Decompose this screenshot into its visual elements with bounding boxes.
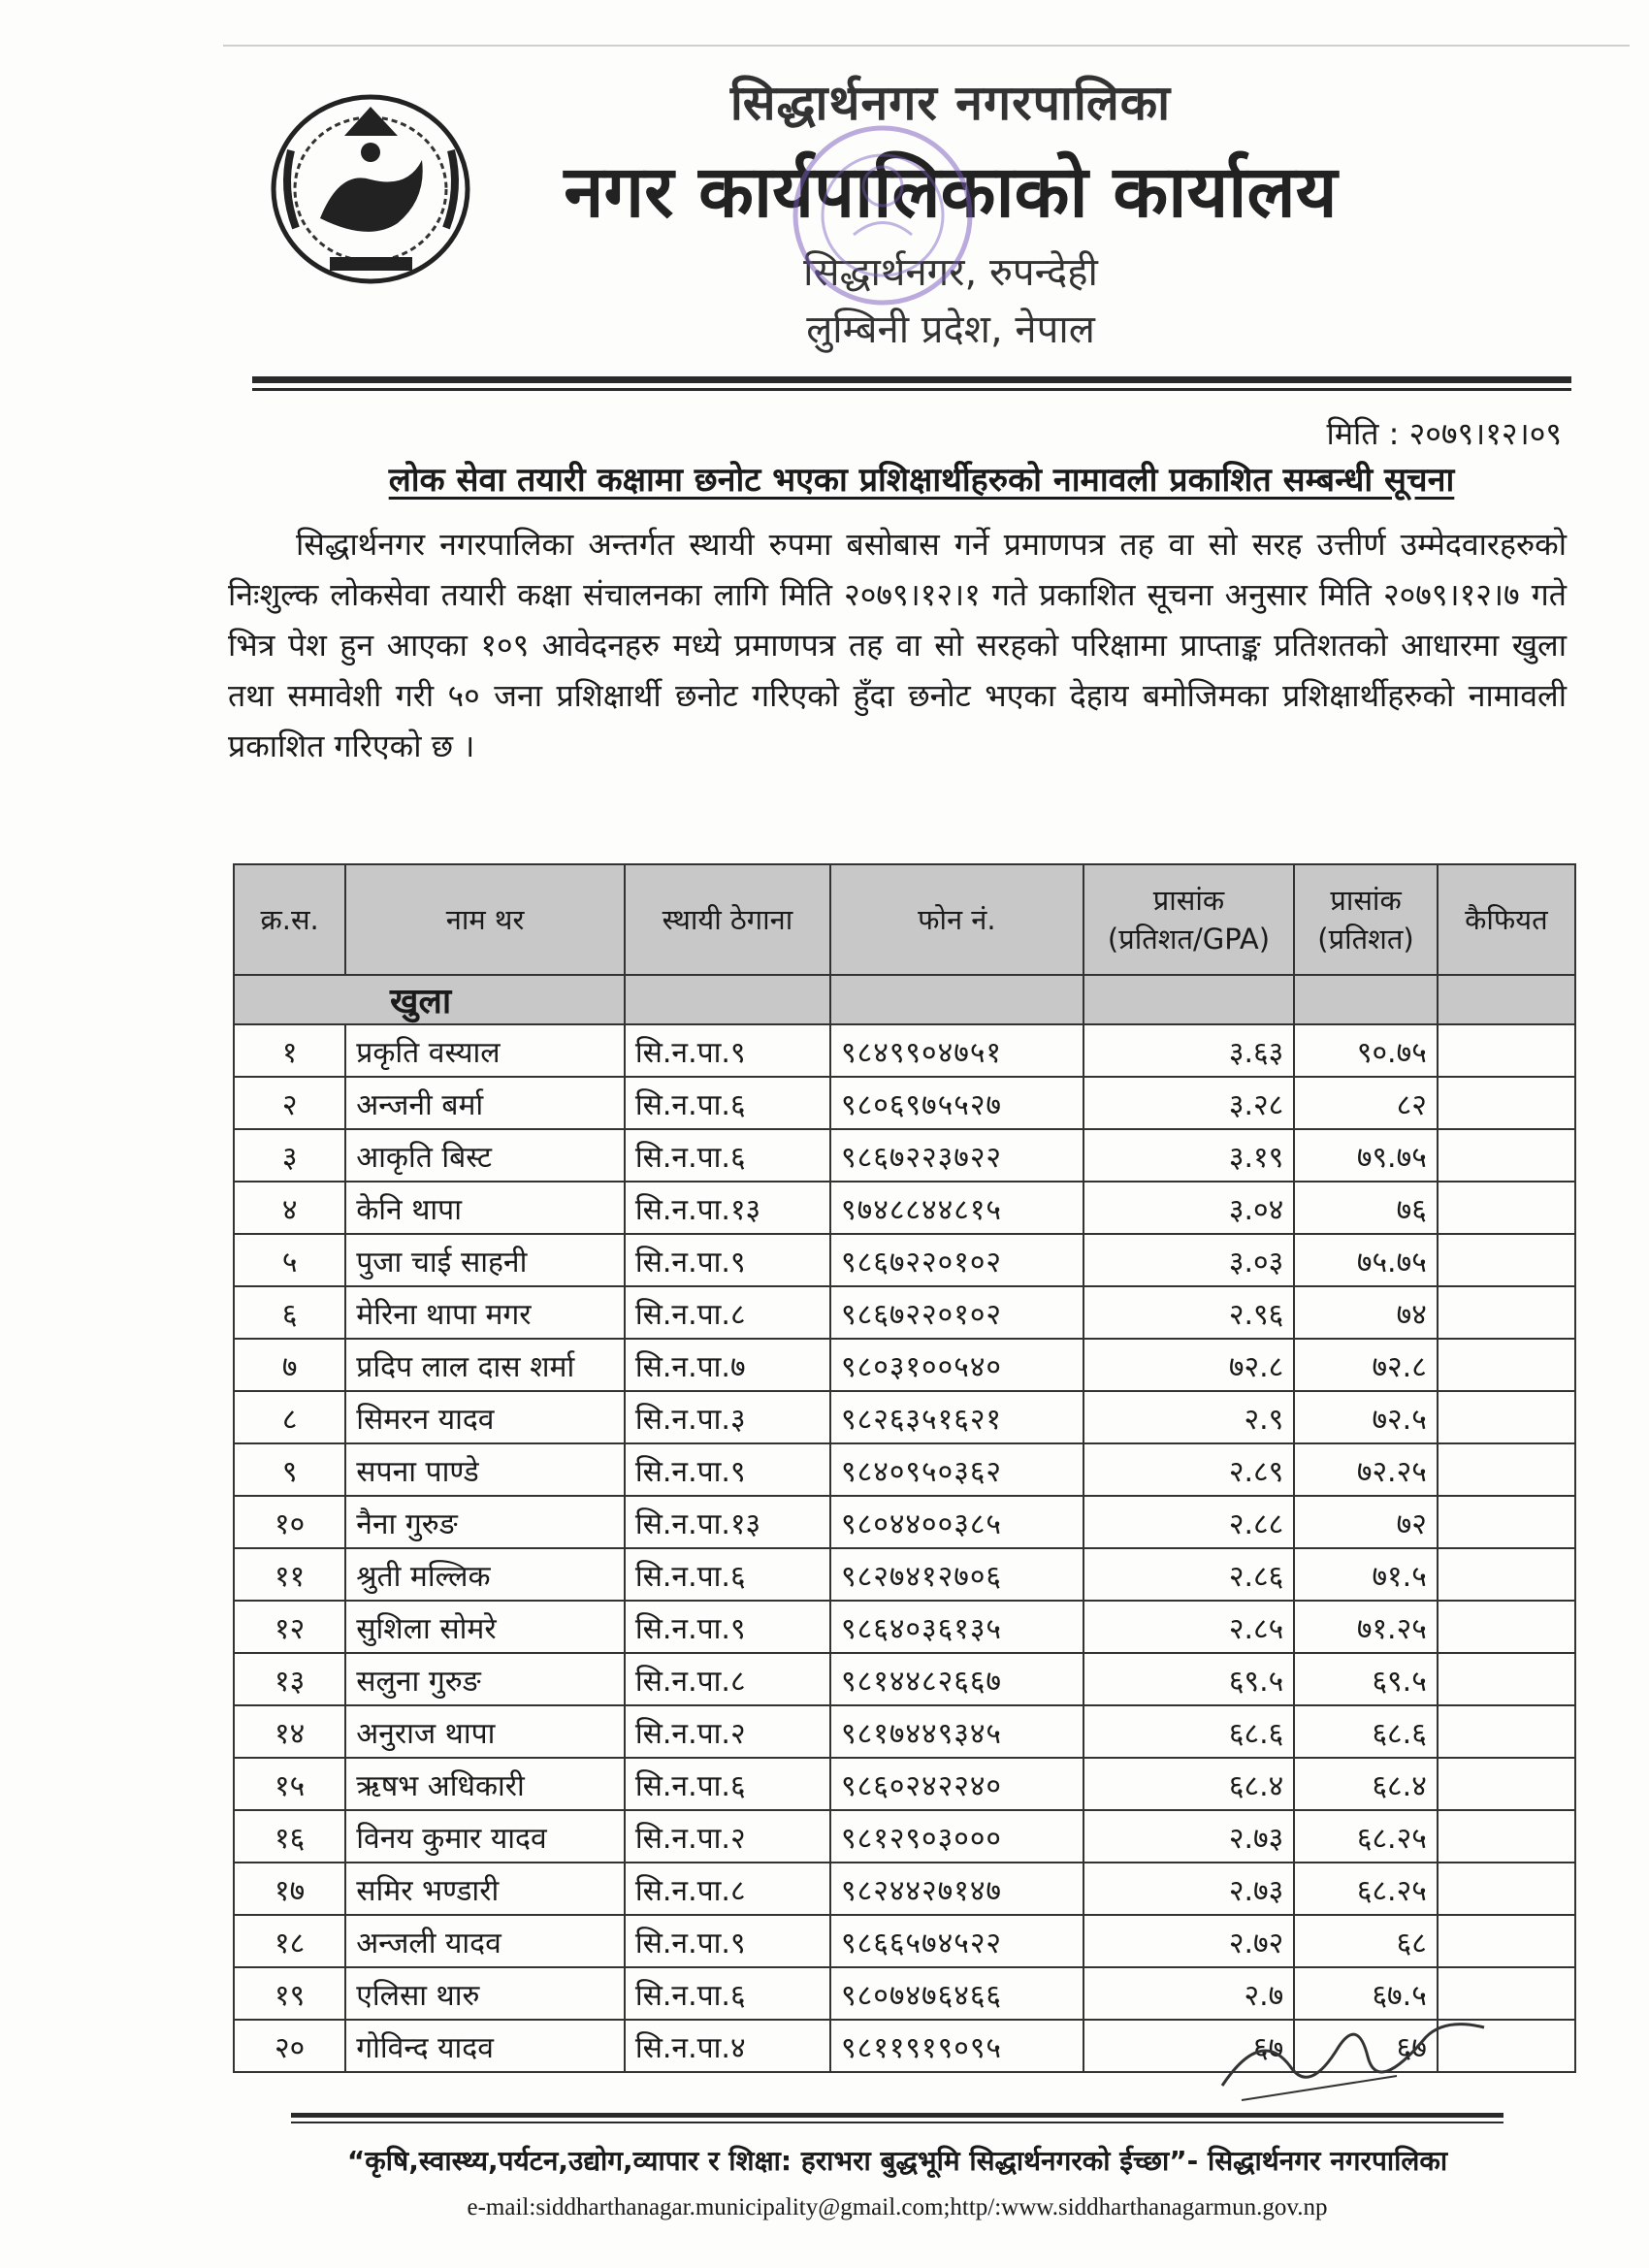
cell-pct: ८२ (1294, 1077, 1438, 1129)
cell-phone: ९८१७४४९३४५ (830, 1705, 1083, 1758)
col-header-address: स्थायी ठेगाना (625, 864, 830, 975)
cell-phone: ९८२७४१२७०६ (830, 1548, 1083, 1601)
cell-address: सि.न.पा.९ (625, 1024, 830, 1077)
cell-name: श्रुती मल्लिक (345, 1548, 625, 1601)
cell-address: सि.न.पा.९ (625, 1915, 830, 1967)
office-name: नगर कार्यपालिकाको कार्यालय (564, 150, 1338, 234)
cell-sn: १९ (234, 1967, 345, 2020)
cell-address: सि.न.पा.४ (625, 2020, 830, 2072)
top-rule (223, 45, 1630, 47)
cell-gpa: २.८८ (1083, 1496, 1295, 1548)
cell-address: सि.न.पा.७ (625, 1339, 830, 1391)
cell-sn: ११ (234, 1548, 345, 1601)
cell-gpa: ३.१९ (1083, 1129, 1295, 1182)
cell-gpa: २.८५ (1083, 1601, 1295, 1653)
cell-gpa: २.७ (1083, 1967, 1295, 2020)
cell-remarks (1438, 1391, 1575, 1443)
cell-phone: ९८०४४००३८५ (830, 1496, 1083, 1548)
cell-phone: ९८६०२४२२४० (830, 1758, 1083, 1810)
cell-pct: ७६ (1294, 1182, 1438, 1234)
cell-remarks (1438, 1077, 1575, 1129)
cell-address: सि.न.पा.८ (625, 1653, 830, 1705)
cell-sn: १६ (234, 1810, 345, 1863)
cell-remarks (1438, 1182, 1575, 1234)
footer-motto: “कृषि,स्वास्थ्य,पर्यटन,उद्योग,व्यापार र शिक्षा: हराभरा बुद्धभूमि सिद्धार्थनगरको ईच्छा”- सिद्धार्थनगर नगरपालिका (346, 2145, 1448, 2177)
cell-gpa: ३.२८ (1083, 1077, 1295, 1129)
cell-sn: १० (234, 1496, 345, 1548)
table-row (234, 1915, 1575, 1967)
table-row (234, 1810, 1575, 1863)
cell-sn: १२ (234, 1601, 345, 1653)
municipality-name: सिद्धार्थनगर नगरपालिका (729, 75, 1172, 131)
cell-phone: ९८१४४८२६६७ (830, 1653, 1083, 1705)
cell-pct: ७२.२५ (1294, 1443, 1438, 1496)
cell-gpa: ३.०३ (1083, 1234, 1295, 1286)
cell-pct: ७२ (1294, 1496, 1438, 1548)
cell-phone: ९७४८८४४८१५ (830, 1182, 1083, 1234)
cell-name: आकृति बिस्ट (345, 1129, 625, 1182)
cell-name: गोविन्द यादव (345, 2020, 625, 2072)
cell-remarks (1438, 1601, 1575, 1653)
cell-phone: ९८२४४२७१४७ (830, 1863, 1083, 1915)
cell-pct: ७२.८ (1294, 1339, 1438, 1391)
cell-phone: ९८४९९०४७५१ (830, 1024, 1083, 1077)
table-row (234, 1548, 1575, 1601)
cell-name: मेरिना थापा मगर (345, 1286, 625, 1339)
cell-name: ऋषभ अधिकारी (345, 1758, 625, 1810)
cell-name: सुशिला सोमरे (345, 1601, 625, 1653)
table-row (234, 1653, 1575, 1705)
cell-remarks (1438, 1286, 1575, 1339)
notice-date: मिति : २०७९।१२।०९ (1326, 415, 1562, 452)
cell-gpa: ६७ (1083, 2020, 1295, 2072)
cell-address: सि.न.पा.१३ (625, 1496, 830, 1548)
cell-phone: ९८२६३५१६२१ (830, 1391, 1083, 1443)
cell-name: सपना पाण्डे (345, 1443, 625, 1496)
cell-name: केनि थापा (345, 1182, 625, 1234)
cell-sn: १५ (234, 1758, 345, 1810)
cell-address: सि.न.पा.६ (625, 1077, 830, 1129)
footer-rule-thick (291, 2113, 1504, 2118)
cell-sn: ४ (234, 1182, 345, 1234)
cell-sn: १७ (234, 1863, 345, 1915)
col-header-percent: प्रासांक (प्रतिशत) (1294, 864, 1438, 975)
cell-name: प्रकृति वस्याल (345, 1024, 625, 1077)
cell-remarks (1438, 1234, 1575, 1286)
cell-address: सि.न.पा.८ (625, 1863, 830, 1915)
table-row (234, 1601, 1575, 1653)
cell-sn: ९ (234, 1443, 345, 1496)
cell-remarks (1438, 1758, 1575, 1810)
cell-address: सि.न.पा.८ (625, 1286, 830, 1339)
cell-pct: ९०.७५ (1294, 1024, 1438, 1077)
cell-remarks (1438, 1548, 1575, 1601)
cell-sn: १ (234, 1024, 345, 1077)
table-row (234, 1705, 1575, 1758)
cell-remarks (1438, 1496, 1575, 1548)
header-rule-thin (252, 388, 1571, 391)
col-header-name: नाम थर (345, 864, 625, 975)
table-row (234, 1234, 1575, 1286)
selected-trainees-table (233, 863, 1576, 2073)
office-address: सिद्धार्थनगर, रुपन्देही (803, 250, 1098, 295)
cell-phone: ९८६७२२०१०२ (830, 1286, 1083, 1339)
cell-phone: ९८११९१९०९५ (830, 2020, 1083, 2072)
cell-address: सि.न.पा.२ (625, 1810, 830, 1863)
cell-pct: ६८.४ (1294, 1758, 1438, 1810)
cell-sn: ७ (234, 1339, 345, 1391)
signature-icon (1203, 2008, 1494, 2115)
cell-pct: ७२.५ (1294, 1391, 1438, 1443)
cell-remarks (1438, 1810, 1575, 1863)
cell-pct: ६८.६ (1294, 1705, 1438, 1758)
cell-remarks (1438, 1443, 1575, 1496)
notice-subject: लोक सेवा तयारी कक्षामा छनोट भएका प्रशिक्षार्थीहरुको नामावली प्रकाशित सम्बन्धी सूचना (388, 461, 1455, 500)
table-row (234, 1863, 1575, 1915)
col-header-phone: फोन नं. (830, 864, 1083, 975)
cell-gpa: ६८.६ (1083, 1705, 1295, 1758)
cell-address: सि.न.पा.६ (625, 1758, 830, 1810)
nepal-emblem-icon (262, 82, 480, 291)
cell-name: पुजा चाई साहनी (345, 1234, 625, 1286)
cell-gpa: ३.६३ (1083, 1024, 1295, 1077)
cell-remarks (1438, 1863, 1575, 1915)
notice-body: सिद्धार्थनगर नगरपालिका अन्तर्गत स्थायी रुपमा बसोबास गर्ने प्रमाणपत्र तह वा सो सरह उत्तीर्ण उम्मेदवारहरुको निःशुल्क लोकसेवा तयारी कक्षा संचालनका लागि मिति २०७९।१२।१ गते प्रकाशित सूचना अनुसार मिति २०७९।१२।७ गते भित्र पेश हुन आएका १०९ आवेदनहरु मध्ये प्रमाणपत्र तह वा सो सरहको परिक्षामा प्राप्ताङ्क प्रतिशतको आधारमा खुला तथा समावेशी गरी ५० जना प्रशिक्षार्थी छनोट गरिएको हुँदा छनोट भएका देहाय बमोजिमका प्रशिक्षार्थीहरुको नामावली प्रकाशित गरिएको छ । (228, 526, 1567, 764)
cell-pct: ६९.५ (1294, 1653, 1438, 1705)
cell-gpa: २.७३ (1083, 1863, 1295, 1915)
col-header-sn: क्र.स. (234, 864, 345, 975)
office-seal-icon (786, 118, 980, 312)
cell-phone: ९८०३१००५४० (830, 1339, 1083, 1391)
cell-phone: ९८४०९५०३६२ (830, 1443, 1083, 1496)
cell-name: नैना गुरुङ (345, 1496, 625, 1548)
cell-remarks (1438, 1705, 1575, 1758)
cell-phone: ९८०६९७५५२७ (830, 1077, 1083, 1129)
table-row (234, 1182, 1575, 1234)
cell-name: प्रदिप लाल दास शर्मा (345, 1339, 625, 1391)
table-row (234, 1758, 1575, 1810)
cell-pct: ७१.५ (1294, 1548, 1438, 1601)
cell-address: सि.न.पा.९ (625, 1443, 830, 1496)
cell-gpa: २.७२ (1083, 1915, 1295, 1967)
table-row (234, 1024, 1575, 1077)
table-row (234, 1496, 1575, 1548)
cell-name: एलिसा थारु (345, 1967, 625, 2020)
cell-address: सि.न.पा.६ (625, 1129, 830, 1182)
cell-pct: ७९.७५ (1294, 1129, 1438, 1182)
cell-address: सि.न.पा.२ (625, 1705, 830, 1758)
cell-address: सि.न.पा.६ (625, 1548, 830, 1601)
cell-gpa: २.७३ (1083, 1810, 1295, 1863)
footer-contact: e-mail:siddharthanagar.municipality@gmail.com;http/:www.siddharthanagarmun.gov.np (467, 2194, 1328, 2220)
category-label: खुला (234, 975, 625, 1024)
cell-pct: ६७ (1294, 2020, 1438, 2072)
col-header-remarks: कैफियत (1438, 864, 1575, 975)
cell-sn: २ (234, 1077, 345, 1129)
footer-rule-thin (291, 2122, 1504, 2123)
category-row (234, 975, 1575, 1024)
cell-address: सि.न.पा.१३ (625, 1182, 830, 1234)
cell-remarks (1438, 1653, 1575, 1705)
cell-gpa: २.८९ (1083, 1443, 1295, 1496)
cell-gpa: ७२.८ (1083, 1339, 1295, 1391)
cell-sn: १८ (234, 1915, 345, 1967)
cell-address: सि.न.पा.६ (625, 1967, 830, 2020)
cell-gpa: २.८६ (1083, 1548, 1295, 1601)
cell-gpa: ६९.५ (1083, 1653, 1295, 1705)
cell-gpa: २.९६ (1083, 1286, 1295, 1339)
cell-phone: ९८६७२२३७२२ (830, 1129, 1083, 1182)
cell-gpa: ६८.४ (1083, 1758, 1295, 1810)
cell-phone: ९८६४०३६१३५ (830, 1601, 1083, 1653)
cell-sn: ८ (234, 1391, 345, 1443)
cell-sn: ६ (234, 1286, 345, 1339)
cell-phone: ९८१२९०३००० (830, 1810, 1083, 1863)
cell-remarks (1438, 1024, 1575, 1077)
cell-sn: १३ (234, 1653, 345, 1705)
cell-sn: ३ (234, 1129, 345, 1182)
cell-name: अन्जली यादव (345, 1915, 625, 1967)
cell-name: समिर भण्डारी (345, 1863, 625, 1915)
cell-pct: ६८ (1294, 1915, 1438, 1967)
cell-sn: ५ (234, 1234, 345, 1286)
cell-address: सि.न.पा.३ (625, 1391, 830, 1443)
cell-gpa: ३.०४ (1083, 1182, 1295, 1234)
cell-phone: ९८६६५७४५२२ (830, 1915, 1083, 1967)
cell-pct: ७१.२५ (1294, 1601, 1438, 1653)
cell-pct: ६७.५ (1294, 1967, 1438, 2020)
cell-sn: २० (234, 2020, 345, 2072)
table-row (234, 1129, 1575, 1182)
cell-phone: ९८६७२२०१०२ (830, 1234, 1083, 1286)
cell-name: सिमरन यादव (345, 1391, 625, 1443)
cell-remarks (1438, 1129, 1575, 1182)
header-rule-thick (252, 376, 1571, 383)
cell-remarks (1438, 1915, 1575, 1967)
table-row (234, 1339, 1575, 1391)
cell-name: अन्जनी बर्मा (345, 1077, 625, 1129)
cell-sn: १४ (234, 1705, 345, 1758)
cell-remarks (1438, 1339, 1575, 1391)
col-header-gpa: प्रासांक (प्रतिशत/GPA) (1083, 864, 1295, 975)
cell-phone: ९८०७४७६४६६ (830, 1967, 1083, 2020)
cell-pct: ६८.२५ (1294, 1863, 1438, 1915)
cell-gpa: २.९ (1083, 1391, 1295, 1443)
table-row (234, 1286, 1575, 1339)
cell-address: सि.न.पा.९ (625, 1601, 830, 1653)
cell-name: सलुना गुरुङ (345, 1653, 625, 1705)
cell-address: सि.न.पा.९ (625, 1234, 830, 1286)
table-header-row (234, 864, 1575, 975)
table-row (234, 1077, 1575, 1129)
cell-name: अनुराज थापा (345, 1705, 625, 1758)
cell-pct: ७५.७५ (1294, 1234, 1438, 1286)
table-row (234, 1391, 1575, 1443)
cell-pct: ६८.२५ (1294, 1810, 1438, 1863)
cell-pct: ७४ (1294, 1286, 1438, 1339)
office-province: लुम्बिनी प्रदेश, नेपाल (806, 308, 1095, 352)
table-row (234, 1443, 1575, 1496)
cell-name: विनय कुमार यादव (345, 1810, 625, 1863)
